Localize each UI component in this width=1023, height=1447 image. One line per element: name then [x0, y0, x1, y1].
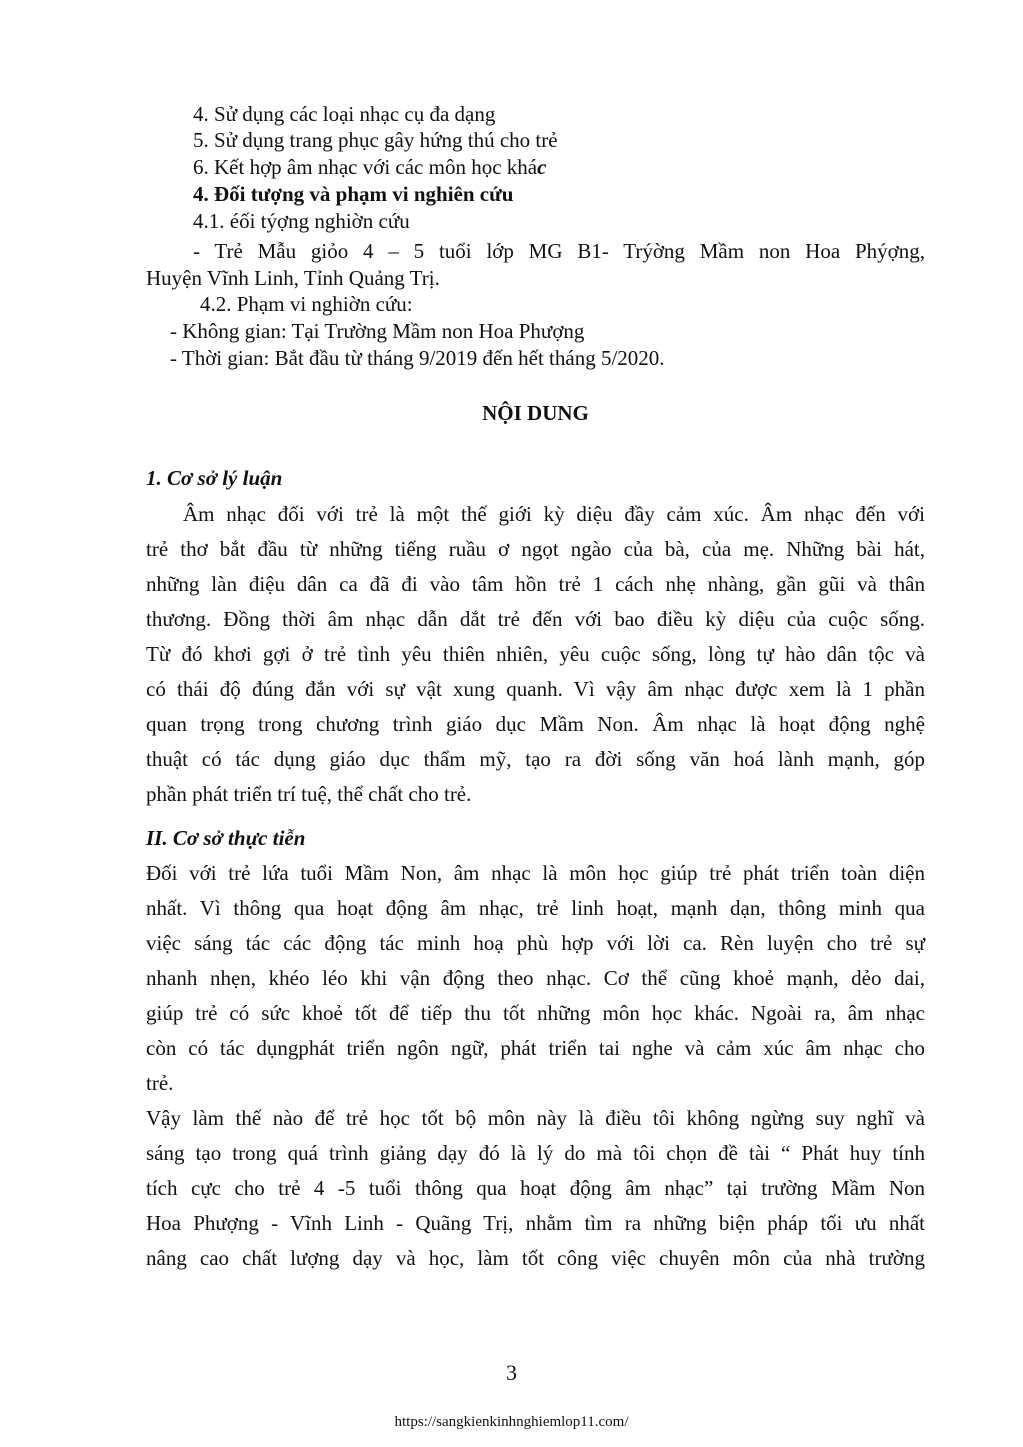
subsection-4-1-heading: 4.1. éối týợng nghiờn cứu — [193, 209, 410, 233]
paragraph-line: tích cực cho trẻ 4 -5 tuổi thông qua hoạt động âm nhạc” tại trường Mầm Non — [146, 1176, 925, 1200]
footer-url-link[interactable]: https://sangkienkinhnghiemlop11.com/ — [394, 1414, 629, 1430]
list-item-4: 4. Sử dụng các loại nhạc cụ đa dạng — [193, 102, 496, 126]
paragraph-line: quan trọng trong chương trình giáo dục Mầm Non. Âm nhạc là hoạt động nghệ — [146, 712, 925, 736]
paragraph-line: sáng tạo trong quá trình giảng dạy đó là lý do mà tôi chọn đề tài “ Phát huy tính — [146, 1141, 925, 1165]
paragraph-line: trẻ. — [146, 1071, 174, 1095]
subsection-4-2-heading: 4.2. Phạm vi nghiờn cứu: — [200, 292, 413, 316]
list-item-6-tail: c — [537, 155, 547, 179]
section-1-heading: 1. Cơ sở lý luận — [146, 466, 283, 490]
section-4-heading: 4. Đối tượng và phạm vi nghiên cứu — [193, 182, 514, 206]
paragraph-line: phần phát triển trí tuệ, thể chất cho trẻ. — [146, 782, 472, 806]
research-subject-line-1: - Trẻ Mẫu giỏo 4 – 5 tuổi lớp MG B1- Trýờng Mầm non Hoa Phýợng, — [193, 239, 925, 263]
scope-space: - Không gian: Tại Trường Mầm non Hoa Phượng — [170, 319, 585, 343]
list-item-6 — [193, 154, 546, 180]
scope-time: - Thời gian: Bắt đầu từ tháng 9/2019 đến hết tháng 5/2020. — [170, 346, 665, 370]
paragraph-line: Từ đó khơi gợi ở trẻ tình yêu thiên nhiên, yêu cuộc sống, lòng tự hào dân tộc và — [146, 642, 925, 666]
list-item-5: 5. Sử dụng trang phục gây hứng thú cho trẻ — [193, 128, 558, 152]
section-2-heading: II. Cơ sở thực tiễn — [146, 826, 306, 850]
paragraph-line: trẻ thơ bắt đầu từ những tiếng ruầu ơ ngọt ngào của bà, của mẹ. Những bài hát, — [146, 537, 925, 561]
paragraph-line: Âm nhạc đối với trẻ là một thế giới kỳ diệu đầy cảm xúc. Âm nhạc đến với — [183, 502, 925, 526]
paragraph-line: còn có tác dụngphát triển ngôn ngữ, phát triển tai nghe và cảm xúc âm nhạc cho — [146, 1036, 925, 1060]
paragraph-line: nâng cao chất lượng dạy và học, làm tốt công việc chuyên môn của nhà trường — [146, 1246, 925, 1270]
paragraph-line: những làn điệu dân ca đã đi vào tâm hồn trẻ 1 cách nhẹ nhàng, gần gũi và thân — [146, 572, 925, 596]
list-item-6-text: 6. Kết hợp âm nhạc với các môn học khá — [193, 155, 538, 179]
section-1-body — [146, 497, 925, 812]
section-2-body — [146, 856, 925, 1276]
paragraph-line: Vậy làm thế nào để trẻ học tốt bộ môn này là điều tôi không ngừng suy nghĩ và — [146, 1106, 925, 1130]
research-subject-line-2: Huyện Vĩnh Linh, Tỉnh Quảng Trị. — [146, 266, 440, 290]
paragraph-line: Đối với trẻ lứa tuổi Mầm Non, âm nhạc là môn học giúp trẻ phát triển toàn diện — [146, 861, 925, 885]
paragraph-line: nhất. Vì thông qua hoạt động âm nhạc, trẻ linh hoạt, mạnh dạn, thông minh qua — [146, 896, 925, 920]
paragraph-line: giúp trẻ có sức khoẻ tốt để tiếp thu tốt những môn học khác. Ngoài ra, âm nhạc — [146, 1001, 925, 1025]
paragraph-line: Hoa Phượng - Vĩnh Linh - Quãng Trị, nhằm tìm ra những biện pháp tối ưu nhất — [146, 1211, 925, 1235]
paragraph-line: thương. Đồng thời âm nhạc dẫn dắt trẻ đến với bao điều kỳ diệu của cuộc sống. — [146, 607, 925, 631]
paragraph-line: việc sáng tác các động tác minh hoạ phù hợp với lời ca. Rèn luyện cho trẻ sự — [146, 931, 925, 955]
content-title: NỘI DUNG — [482, 401, 589, 425]
paragraph-line: nhanh nhẹn, khéo léo khi vận động theo nhạc. Cơ thể cũng khoẻ mạnh, dẻo dai, — [146, 966, 925, 990]
page-number: 3 — [506, 1360, 517, 1385]
paragraph-line: có thái độ đúng đắn với sự vật xung quanh. Vì vậy âm nhạc được xem là 1 phần — [146, 677, 925, 701]
paragraph-line: thuật có tác dụng giáo dục thẩm mỹ, tạo ra đời sống văn hoá lành mạnh, góp — [146, 747, 925, 771]
